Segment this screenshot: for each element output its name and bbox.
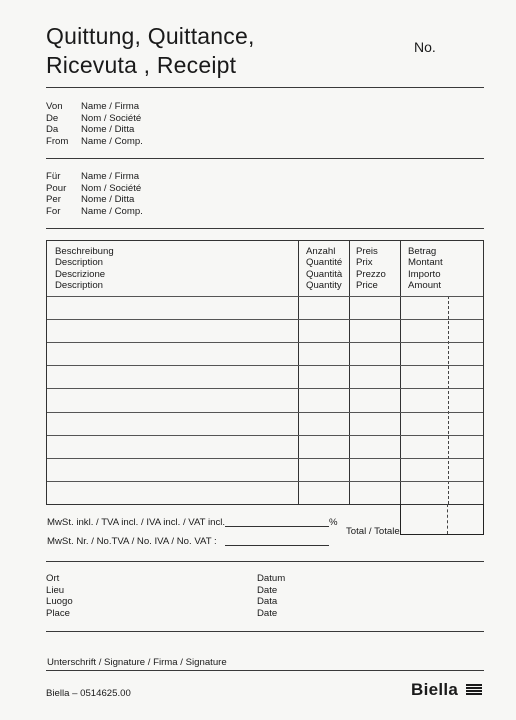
total-field[interactable] — [400, 504, 484, 535]
header-price: Preis Prix Prezzo Price — [356, 246, 386, 292]
date-label-it: Data — [257, 596, 278, 607]
date-label-fr: Date — [257, 584, 278, 596]
table-row-line — [47, 319, 483, 320]
table-row-line — [47, 435, 483, 436]
title-line-2: Ricevuta , Receipt — [46, 52, 237, 78]
header-quantity: Anzahl Quantité Quantità Quantity — [306, 246, 343, 292]
brand-mark-icon — [466, 684, 482, 698]
from-field-de: Name / Firma — [81, 101, 140, 112]
total-decimal-divider — [447, 504, 448, 534]
table-row-line — [47, 342, 483, 343]
for-field-en: Name / Comp. — [81, 205, 143, 217]
table-row-line — [47, 412, 483, 413]
vat-number-label: MwSt. Nr. / No.TVA / No. IVA / No. VAT : — [47, 536, 217, 547]
for-field-it: Nome / Ditta — [81, 194, 135, 205]
table-row-line — [47, 296, 483, 297]
total-label: Total / Totale — [346, 526, 400, 537]
from-label-en: From — [46, 135, 69, 147]
brand-logo: Biella — [411, 680, 459, 699]
from-field-it: Nome / Ditta — [81, 124, 135, 135]
receipt-number-label: No. — [414, 39, 436, 55]
column-divider — [349, 241, 350, 504]
place-labels — [46, 573, 73, 619]
date-label-de: Datum — [257, 573, 286, 584]
items-table — [46, 240, 484, 505]
amount-decimal-divider — [448, 296, 449, 504]
for-label-fr: Pour — [46, 182, 67, 194]
vat-number-field[interactable] — [225, 545, 329, 546]
for-label-de: Für — [46, 171, 61, 182]
vat-rate-field[interactable] — [225, 526, 329, 527]
date-labels — [257, 573, 285, 619]
from-label-fr: De — [46, 112, 59, 124]
form-title — [46, 22, 255, 80]
from-field-en: Name / Comp. — [81, 135, 143, 147]
header-amount: Betrag Montant Importo Amount — [408, 246, 443, 292]
place-label-de: Ort — [46, 573, 60, 584]
divider — [46, 228, 484, 229]
column-divider — [400, 241, 401, 504]
date-label-en: Date — [257, 607, 278, 619]
signature-line[interactable] — [46, 670, 484, 671]
for-field-de: Name / Firma — [81, 171, 140, 182]
vat-included-label: MwSt. inkl. / TVA incl. / IVA incl. / VAT incl. — [47, 517, 226, 528]
from-label-de: Von — [46, 101, 63, 112]
for-label-it: Per — [46, 194, 61, 205]
from-label-it: Da — [46, 124, 59, 135]
signature-label: Unterschrift / Signature / Firma / Signature — [47, 657, 227, 668]
place-label-fr: Lieu — [46, 584, 65, 596]
column-divider — [298, 241, 299, 504]
divider — [46, 561, 484, 562]
table-row-line — [47, 388, 483, 389]
article-number: Biella – 0514625.00 — [46, 688, 131, 699]
for-label-en: For — [46, 205, 61, 217]
title-line-1: Quittung, Quittance, — [46, 23, 255, 49]
place-label-en: Place — [46, 607, 70, 619]
for-labels — [46, 171, 66, 217]
percent-sign: % — [329, 517, 338, 528]
divider — [46, 87, 484, 88]
divider — [46, 158, 484, 159]
divider — [46, 631, 484, 632]
for-fields[interactable] — [81, 171, 143, 217]
table-row-line — [47, 365, 483, 366]
table-row-line — [47, 481, 483, 482]
table-row-line — [47, 458, 483, 459]
place-label-it: Luogo — [46, 596, 73, 607]
from-field-fr: Nom / Société — [81, 112, 142, 124]
for-field-fr: Nom / Société — [81, 182, 142, 194]
from-labels — [46, 101, 68, 147]
header-description: Beschreibung Description Descrizione Description — [55, 246, 114, 292]
from-fields[interactable] — [81, 101, 143, 147]
